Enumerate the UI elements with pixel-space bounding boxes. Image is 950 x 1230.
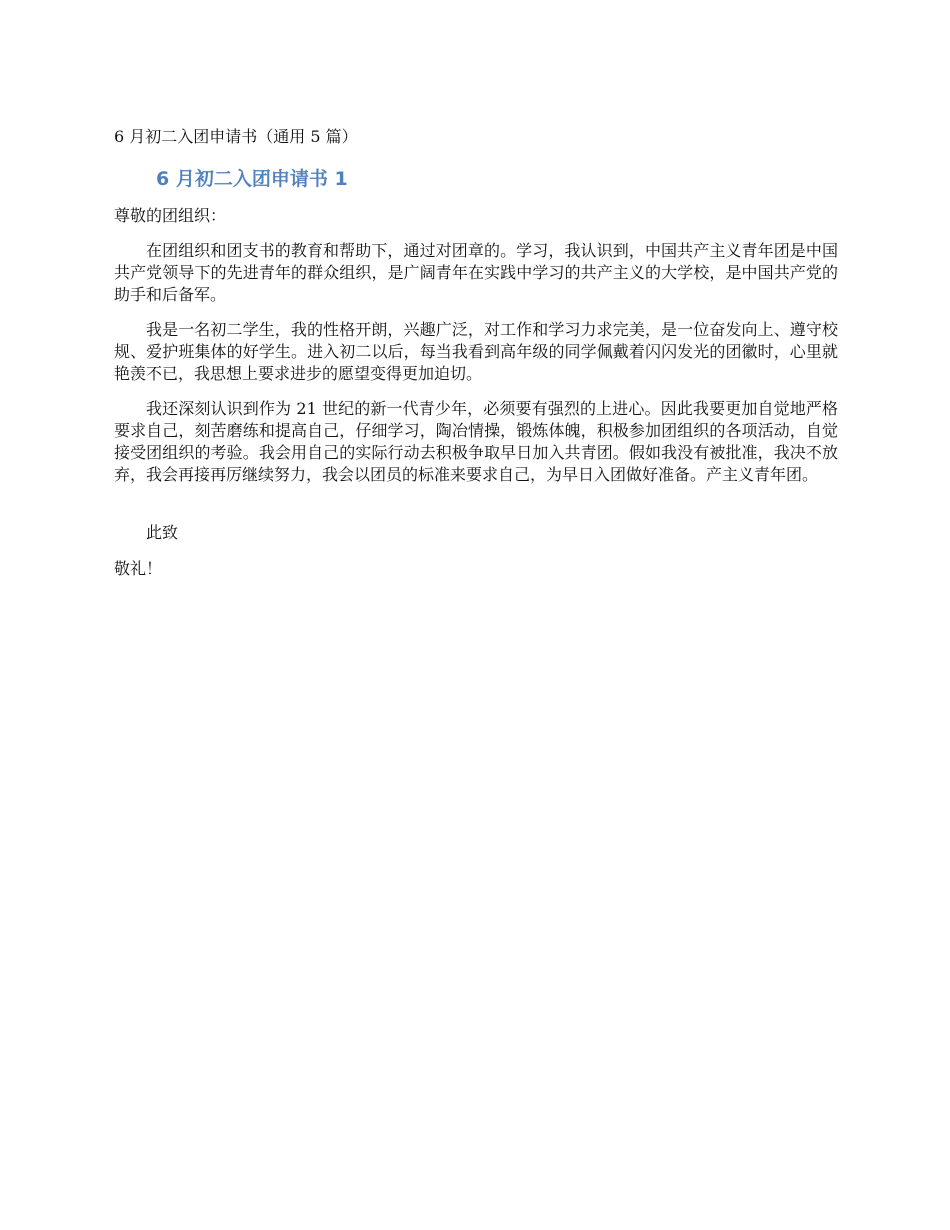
salutation: 尊敬的团组织： [114,206,227,225]
section-heading: 6 月初二入团申请书 1 [156,168,348,190]
body-paragraph-2: 我是一名初二学生，我的性格开朗，兴趣广泛，对工作和学习力求完美，是一位奋发向上、遵守校规、爱护班集体的好学生。进入初二以后，每当我看到高年级的同学佩戴着闪闪发光的团徽时，心里就艳羡不已，我思想上要求进步的愿望变得更加迫切。 [114,320,838,383]
regards-line: 敬礼！ [114,559,163,578]
body-paragraph-1: 在团组织和团支书的教育和帮助下，通过对团章的。学习，我认识到，中国共产主义青年团是中国共产党领导下的先进青年的群众组织，是广阔青年在实践中学习的共产主义的大学校，是中国共产党的助手和后备军。 [114,241,838,304]
body-paragraph-3: 我还深刻认识到作为 21 世纪的新一代青少年，必须要有强烈的上进心。因此我要更加自觉地严格要求自己，刻苦磨练和提高自己，仔细学习，陶冶情操，锻炼体魄，积极参加团组织的各项活动，自觉接受团组织的考验。我会用自己的实际行动去积极争取早日加入共青团。假如我没有被批准，我决不放弃，我会再接再厉继续努力，我会以团员的标准来要求自己，为早日入团做好准备。产主义青年团。 [114,399,838,484]
closing-line: 此致 [146,523,179,542]
document-title: 6 月初二入团申请书（通用 5 篇） [114,127,358,146]
